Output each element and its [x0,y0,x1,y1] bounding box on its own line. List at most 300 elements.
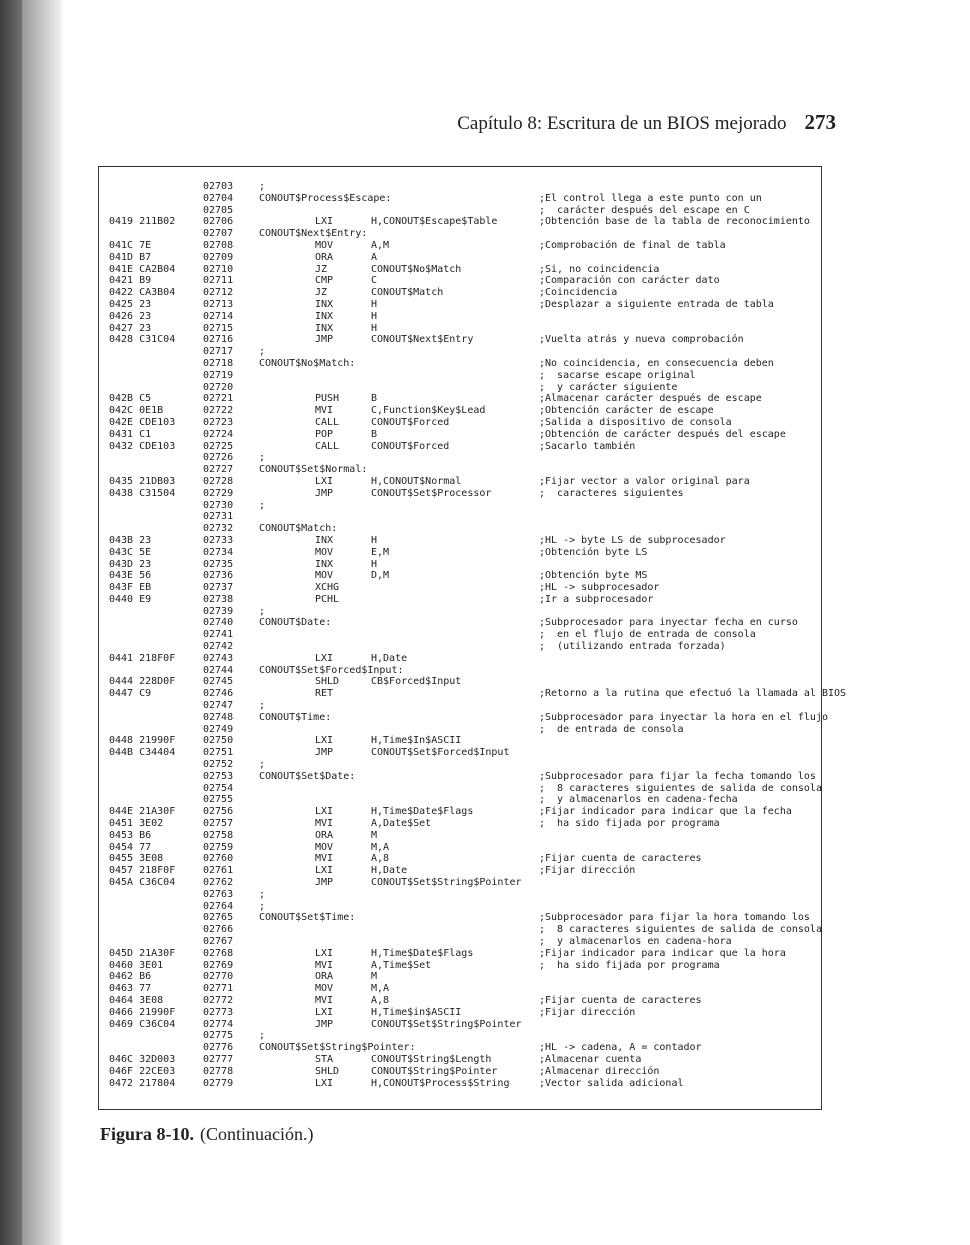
asm-comment: ;Subprocesador para fijar la fecha tomando los [539,770,816,782]
asm-operand: B [371,393,378,405]
code-listing-box [98,166,847,1110]
asm-label: ; [259,900,266,912]
listing-row [99,806,821,818]
line-number: 02755 [203,794,234,806]
asm-operand: M,A [371,983,390,995]
asm-comment: ; caracteres siguientes [539,487,684,499]
asm-comment: ;Fijar cuenta de caracteres [539,994,702,1006]
asm-operand: E,M [371,546,390,558]
listing-row [99,735,821,747]
asm-opcode: POP [315,428,334,440]
asm-opcode: LXI [315,216,334,228]
asm-comment: ;Obtención carácter de escape [539,405,714,417]
asm-opcode: ORA [315,829,334,841]
line-number: 02775 [203,1030,234,1042]
listing-row [99,382,821,394]
listing-row [99,842,821,854]
asm-comment: ;Obtención byte MS [539,570,648,582]
listing-row [99,1030,821,1042]
line-number: 02768 [203,947,234,959]
listing-row [99,606,821,618]
hex-address: 045A C36C04 [109,877,176,889]
asm-opcode: MVI [315,405,334,417]
hex-address: 0457 218F0F [109,865,176,877]
asm-comment: ;Obtención base de la tabla de reconocimiento [539,216,810,228]
asm-opcode: MOV [315,239,334,251]
hex-address: 0441 218F0F [109,652,176,664]
hex-address: 0428 C31C04 [109,334,176,346]
asm-label: CONOUT$Match: [259,523,338,535]
hex-address: 046C 32D003 [109,1053,176,1065]
line-number: 02719 [203,369,234,381]
line-number: 02744 [203,664,234,676]
line-number: 02748 [203,711,234,723]
line-number: 02753 [203,770,234,782]
book-gutter-edge [0,0,22,1245]
asm-label: CONOUT$Set$Date: [259,770,356,782]
asm-operand: H [371,298,378,310]
asm-operand: H [371,534,378,546]
line-number: 02718 [203,357,234,369]
asm-opcode: INX [315,310,334,322]
listing-row [99,346,821,358]
asm-operand: M [371,829,378,841]
listing-row [99,711,828,724]
asm-operand: D,M [371,570,390,582]
hex-address: 0463 77 [109,983,152,995]
asm-comment: ; 8 caracteres siguientes de salida de consola [539,782,822,794]
asm-operand: A,8 [371,994,390,1006]
asm-comment: ;El control llega a este punto con un [539,192,762,204]
figure-caption-text: (Continuación.) [200,1124,314,1144]
listing-row [99,641,821,653]
asm-operand: CONOUT$String$Pointer [371,1065,498,1077]
asm-operand: C,Function$Key$Lead [371,405,486,417]
line-number: 02760 [203,853,234,865]
line-number: 02712 [203,287,234,299]
line-number: 02754 [203,782,234,794]
asm-comment: ; 8 caracteres siguientes de salida de consola [539,924,822,936]
asm-operand: H,CONOUT$Normal [371,475,462,487]
listing-row [99,417,821,429]
line-number: 02762 [203,877,234,889]
listing-row [99,948,821,960]
asm-opcode: JMP [315,1018,334,1030]
asm-opcode: JMP [315,747,334,759]
asm-operand: A,8 [371,853,390,865]
hex-address: 0453 B6 [109,829,152,841]
listing-row [99,676,821,688]
asm-operand: A,Date$Set [371,818,432,830]
asm-comment: ;Sacarlo también [539,440,636,452]
asm-comment: ; y almacenarlos en cadena-hora [539,936,732,947]
asm-operand: CONOUT$String$Length [371,1053,492,1065]
line-number: 02773 [203,1006,234,1018]
asm-operand: H [371,310,378,322]
listing-row [99,452,821,464]
line-number: 02714 [203,310,234,322]
asm-comment: ;Subprocesador para fijar la hora tomando los [539,912,810,924]
asm-operand: A,M [371,239,390,251]
listing-row [99,818,821,830]
asm-opcode: LXI [315,1006,334,1018]
listing-row [99,653,821,665]
asm-opcode: ORA [315,971,334,983]
line-number: 02770 [203,971,234,983]
hex-address: 044B C34404 [109,747,176,759]
listing-row [99,1042,821,1054]
asm-operand: CB$Forced$Input [371,676,462,688]
listing-row [99,783,821,795]
asm-operand: H [371,558,378,570]
asm-label: ; [259,605,266,617]
asm-opcode: JMP [315,334,334,346]
asm-opcode: LXI [315,947,334,959]
asm-comment: ;Vector salida adicional [539,1077,684,1089]
asm-opcode: MOV [315,570,334,582]
asm-opcode: LXI [315,475,334,487]
asm-opcode: JZ [315,287,328,299]
asm-opcode: CMP [315,275,334,287]
hex-address: 0440 E9 [109,593,152,605]
asm-opcode: RET [315,688,334,700]
hex-address: 0438 C31504 [109,487,176,499]
line-number: 02710 [203,263,234,275]
asm-operand: M,A [371,841,390,853]
hex-address: 0466 21990F [109,1006,176,1018]
asm-label: ; [259,181,266,192]
line-number: 02730 [203,499,234,511]
hex-address: 0425 23 [109,298,152,310]
line-number: 02703 [203,181,234,192]
hex-address: 042E CDE103 [109,416,176,428]
asm-comment: ;HL -> cadena, A = contador [539,1042,702,1054]
asm-label: ; [259,700,266,712]
listing-row [99,582,821,594]
hex-address: 041D B7 [109,251,152,263]
line-number: 02713 [203,298,234,310]
asm-comment: ;Retorno a la rutina que efectuó la llamada al BIOS [539,688,847,700]
hex-address: 0444 228D0F [109,676,176,688]
asm-opcode: CALL [315,440,340,452]
listing-row [99,759,821,771]
listing-row [99,193,821,205]
listing-row [99,500,821,512]
line-number: 02708 [203,239,234,251]
listing-row [99,983,821,995]
asm-comment: ;Comparación con carácter dato [539,275,720,287]
listing-row [99,205,821,217]
asm-opcode: SHLD [315,1065,340,1077]
asm-comment: ; carácter después del escape en C [539,204,750,216]
listing-row [99,464,821,476]
asm-label: ; [259,888,266,900]
asm-operand: CONOUT$Set$String$Pointer [371,1018,522,1030]
asm-opcode: JMP [315,877,334,889]
asm-label: CONOUT$Set$Time: [259,912,356,924]
hex-address: 043E 56 [109,570,152,582]
listing-row [99,688,847,700]
listing-row [99,570,821,582]
hex-address: 0451 3E02 [109,818,164,830]
hex-address: 0427 23 [109,322,152,334]
line-number: 02746 [203,688,234,700]
asm-opcode: MVI [315,853,334,865]
asm-opcode: JZ [315,263,328,275]
hex-address: 042C 0E1B [109,405,164,417]
listing-row [99,323,821,335]
asm-operand: CONOUT$Next$Entry [371,334,474,346]
asm-label: ; [259,1030,266,1042]
asm-opcode: INX [315,534,334,546]
listing-row [99,830,821,842]
asm-comment: ;Fijar vector a valor original para [539,475,750,487]
hex-address: 0431 C1 [109,428,152,440]
hex-address: 046F 22CE03 [109,1065,176,1077]
asm-comment: ; ha sido fijada por programa [539,818,720,830]
asm-comment: ; ha sido fijada por programa [539,959,720,971]
asm-comment: ;No coincidencia, en consecuencia deben [539,357,774,369]
line-number: 02764 [203,900,234,912]
line-number: 02706 [203,216,234,228]
line-number: 02728 [203,475,234,487]
asm-opcode: CALL [315,416,340,428]
line-number: 02741 [203,629,234,641]
listing-row [99,311,821,323]
page-header [457,110,836,135]
listing-row [99,228,821,240]
listing-row [99,393,821,405]
asm-opcode: JMP [315,487,334,499]
listing-row [99,559,821,571]
asm-comment: ;Fijar dirección [539,865,636,877]
line-number: 02721 [203,393,234,405]
listing-row [99,901,821,913]
asm-opcode: INX [315,298,334,310]
asm-comment: ;Subprocesador para inyectar fecha en curso [539,617,798,629]
asm-operand: M [371,971,378,983]
asm-comment: ;Fijar indicador para indicar que la fecha [539,806,792,818]
listing-row [99,912,821,924]
listing-row [99,181,821,193]
hex-address: 0462 B6 [109,971,152,983]
hex-address: 043C 5E [109,546,152,558]
listing-row [99,252,821,264]
asm-operand: CONOUT$Match [371,287,444,299]
asm-label: ; [259,499,266,511]
listing-row [99,877,821,889]
asm-comment: ; sacarse escape original [539,369,696,381]
line-number: 02758 [203,829,234,841]
line-number: 02722 [203,405,234,417]
asm-label: CONOUT$Time: [259,711,332,723]
asm-comment: ; y carácter siguiente [539,381,678,393]
hex-address: 0464 3E08 [109,994,164,1006]
line-number: 02750 [203,735,234,747]
hex-address: 0426 23 [109,310,152,322]
asm-comment: ;Almacenar carácter después de escape [539,393,762,405]
asm-opcode: LXI [315,652,334,664]
asm-operand: H,Time$Date$Flags [371,947,474,959]
listing-row [99,240,821,252]
hex-address: 043F EB [109,582,152,594]
line-number: 02734 [203,546,234,558]
hex-address: 0432 CDE103 [109,440,176,452]
listing-row [99,724,821,736]
line-number: 02738 [203,593,234,605]
listing-row [99,1007,821,1019]
line-number: 02739 [203,605,234,617]
listing-row [99,275,821,287]
asm-label: ; [259,759,266,771]
listing-row [99,617,821,629]
line-number: 02745 [203,676,234,688]
listing-row [99,995,821,1007]
listing-row [99,747,821,759]
asm-label: CONOUT$Set$Normal: [259,464,368,476]
asm-operand: CONOUT$Set$Forced$Input [371,747,510,759]
asm-comment: ;Subprocesador para inyectar la hora en el flujo [539,711,828,723]
listing-row [99,794,821,806]
line-number: 02771 [203,983,234,995]
asm-operand: A,Time$Set [371,959,432,971]
hex-address: 0472 217804 [109,1077,176,1089]
asm-opcode: MOV [315,841,334,853]
hex-address: 041C 7E [109,239,152,251]
listing-row [99,960,821,972]
asm-comment: ;Comprobación de final de tabla [539,239,726,251]
listing-row [99,370,821,382]
figure-label: Figura 8-10. [100,1124,194,1144]
listing-row [99,287,821,299]
asm-comment: ;Ir a subprocesador [539,593,654,605]
hex-address: 0435 21DB03 [109,475,176,487]
asm-comment: ; de entrada de consola [539,723,684,735]
hex-address: 043B 23 [109,534,152,546]
listing-row [99,429,821,441]
listing-row [99,216,821,228]
asm-opcode: LXI [315,806,334,818]
line-number: 02777 [203,1053,234,1065]
hex-address: 045D 21A30F [109,947,176,959]
line-number: 02779 [203,1077,234,1089]
line-number: 02716 [203,334,234,346]
listing-row [99,488,821,500]
asm-opcode: MVI [315,994,334,1006]
asm-comment: ;Si, no coincidencia [539,263,660,275]
line-number: 02742 [203,641,234,653]
line-number: 02717 [203,346,234,358]
asm-opcode: LXI [315,735,334,747]
listing-row [99,334,821,346]
hex-address: 0460 3E01 [109,959,164,971]
line-number: 02747 [203,700,234,712]
asm-comment: ;Obtención de carácter después del escape [539,428,786,440]
asm-label: CONOUT$Set$Forced$Input: [259,664,404,676]
listing-row [99,924,821,936]
listing-row [99,865,821,877]
asm-opcode: INX [315,558,334,570]
hex-address: 0454 77 [109,841,152,853]
asm-operand: C [371,275,378,287]
listing-row [99,700,821,712]
listing-row [99,1066,821,1078]
line-number: 02711 [203,275,234,287]
hex-address: 0455 3E08 [109,853,164,865]
listing-row [99,1054,821,1066]
line-number: 02769 [203,959,234,971]
asm-operand: H,CONOUT$Process$String [371,1077,510,1089]
chapter-title: Capítulo 8: Escritura de un BIOS mejorado [457,113,787,134]
asm-operand: B [371,428,378,440]
listing-row [99,523,821,535]
line-number: 02732 [203,523,234,535]
code-listing-rows [99,181,847,1089]
hex-address: 0421 B9 [109,275,152,287]
line-number: 02723 [203,416,234,428]
asm-opcode: LXI [315,865,334,877]
line-number: 02736 [203,570,234,582]
line-number: 02751 [203,747,234,759]
asm-opcode: INX [315,322,334,334]
asm-operand: CONOUT$Set$String$Pointer [371,877,522,889]
asm-operand: H,Time$in$ASCII [371,1006,462,1018]
line-number: 02724 [203,428,234,440]
page-number: 273 [804,110,836,134]
line-number: 02743 [203,652,234,664]
listing-row [99,547,821,559]
line-number: 02727 [203,464,234,476]
listing-row [99,1019,821,1031]
asm-comment: ;Almacenar cuenta [539,1053,642,1065]
asm-operand: H [371,322,378,334]
hex-address: 043D 23 [109,558,152,570]
line-number: 02761 [203,865,234,877]
line-number: 02767 [203,936,234,947]
line-number: 02740 [203,617,234,629]
asm-comment: ;Fijar cuenta de caracteres [539,853,702,865]
asm-opcode: MOV [315,546,334,558]
asm-opcode: ORA [315,251,334,263]
line-number: 02759 [203,841,234,853]
asm-comment: ;Coincidencia [539,287,618,299]
line-number: 02737 [203,582,234,594]
asm-comment: ; (utilizando entrada forzada) [539,641,726,653]
asm-operand: A [371,251,378,263]
asm-operand: H,Date [371,652,408,664]
asm-operand: CONOUT$Set$Processor [371,487,492,499]
asm-operand: H,CONOUT$Escape$Table [371,216,498,228]
asm-opcode: MVI [315,959,334,971]
figure-caption [100,1124,313,1145]
listing-row [99,936,821,948]
line-number: 02725 [203,440,234,452]
asm-opcode: STA [315,1053,334,1065]
asm-comment: ;Obtención byte LS [539,546,648,558]
hex-address: 0469 C36C04 [109,1018,176,1030]
listing-row [99,594,821,606]
asm-operand: CONOUT$No$Match [371,263,462,275]
line-number: 02733 [203,534,234,546]
line-number: 02763 [203,888,234,900]
hex-address: 0419 211B02 [109,216,176,228]
listing-row [99,358,821,370]
listing-row [99,629,821,641]
line-number: 02707 [203,228,234,240]
listing-row [99,1078,821,1090]
asm-comment: ;Vuelta atrás y nueva comprobación [539,334,744,346]
asm-comment: ;Fijar indicador para indicar que la hora [539,947,786,959]
